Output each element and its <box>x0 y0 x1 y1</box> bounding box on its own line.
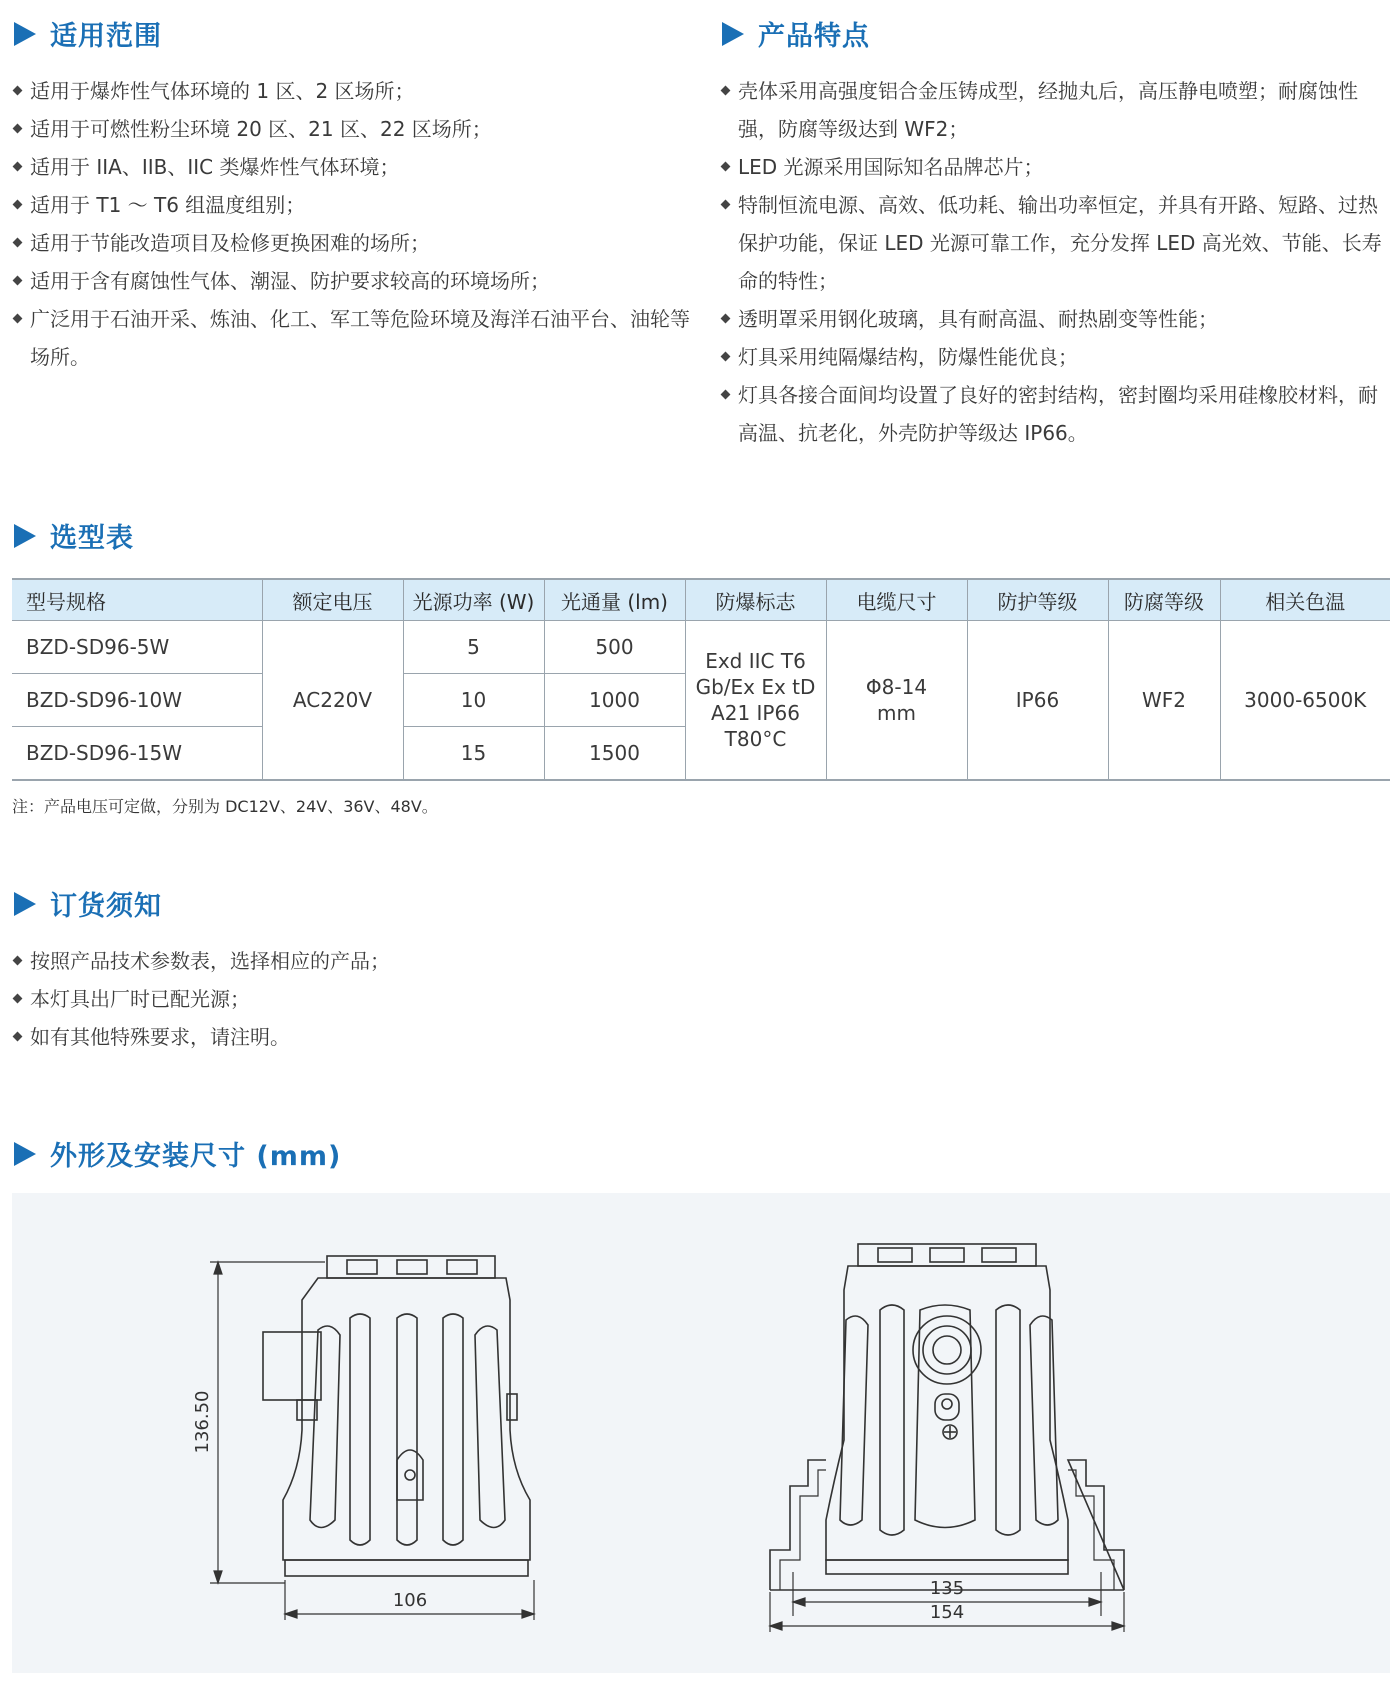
list-item: 适用于 T1 ～ T6 组温度组别； <box>12 186 692 224</box>
list-item: 灯具采用纯隔爆结构，防爆性能优良； <box>720 338 1392 376</box>
dimensions-title-text: 外形及安装尺寸 (mm) <box>50 1141 342 1172</box>
cct-cell: 3000-6500K <box>1220 621 1390 781</box>
base-ring <box>826 1560 1068 1574</box>
power-cell: 15 <box>403 727 544 781</box>
vent-slot <box>397 1260 427 1274</box>
ip-cell: IP66 <box>967 621 1108 781</box>
flux-cell: 500 <box>544 621 685 674</box>
list-item: 适用于节能改造项目及检修更换困难的场所； <box>12 224 692 262</box>
table-header-cell: 电缆尺寸 <box>826 579 967 621</box>
ordering-title-text: 订货须知 <box>50 891 162 922</box>
ex-mark-line: A21 IP66 <box>711 701 800 725</box>
rib <box>996 1305 1020 1535</box>
list-item: 适用于爆炸性气体环境的 1 区、2 区场所； <box>12 72 692 110</box>
voltage-cell: AC220V <box>262 621 403 781</box>
gland-middle <box>923 1326 971 1374</box>
rib <box>1030 1316 1058 1525</box>
power-cell: 5 <box>403 621 544 674</box>
list-item: 适用于含有腐蚀性气体、潮湿、防护要求较高的环境场所； <box>12 262 692 300</box>
rib <box>350 1314 370 1545</box>
selection-title-text: 选型表 <box>50 523 134 554</box>
features-title-text: 产品特点 <box>758 21 870 52</box>
table-header-cell: 型号规格 <box>12 579 262 621</box>
width-inner-label: 135 <box>929 1578 965 1599</box>
list-item: 本灯具出厂时已配光源； <box>12 980 692 1018</box>
list-item: 适用于 IIA、IIB、IIC 类爆炸性气体环境； <box>12 148 692 186</box>
mount-tab <box>397 1450 423 1500</box>
flux-cell: 1500 <box>544 727 685 781</box>
height-dimension-label: 136.50 <box>192 1390 213 1454</box>
flux-cell: 1000 <box>544 674 685 727</box>
model-cell: BZD-SD96-10W <box>12 674 262 727</box>
table-header-cell: 防爆标志 <box>685 579 826 621</box>
table-header-cell: 光源功率 (W) <box>403 579 544 621</box>
table-header-cell: 防腐等级 <box>1108 579 1220 621</box>
mount-hole <box>405 1470 415 1480</box>
width-left-label: 106 <box>392 1590 428 1611</box>
voltage-note: 注：产品电压可定做，分别为 DC12V、24V、36V、48V。 <box>12 797 438 816</box>
list-item: LED 光源采用国际知名品牌芯片； <box>720 148 1392 186</box>
vent-slot <box>878 1248 912 1262</box>
list-item: 透明罩采用钢化玻璃，具有耐高温、耐热剧变等性能； <box>720 300 1392 338</box>
base-ring <box>285 1560 528 1576</box>
mounting-bracket <box>770 1460 1124 1590</box>
width-outer-label: 154 <box>929 1602 965 1623</box>
vent-slot <box>347 1260 377 1274</box>
table-header-cell: 光通量 (lm) <box>544 579 685 621</box>
vent-slot <box>447 1260 477 1274</box>
list-item: 广泛用于石油开采、炼油、化工、军工等危险环境及海洋石油平台、油轮等场所。 <box>12 300 690 376</box>
vent-slot <box>930 1248 964 1262</box>
model-cell: BZD-SD96-5W <box>12 621 262 674</box>
gland-inner <box>933 1336 961 1364</box>
list-item: 如有其他特殊要求，请注明。 <box>12 1018 692 1056</box>
power-cell: 10 <box>403 674 544 727</box>
list-item: 壳体采用高强度铝合金压铸成型，经抛丸后，高压静电喷塑；耐腐蚀性强，防腐等级达到 WF2； <box>720 72 1392 148</box>
list-item: 特制恒流电源、高效、低功耗、输出功率恒定，并具有开路、短路、过热保护功能，保证 LED 光源可靠工作，充分发挥 LED 高光效、节能、长寿命的特性； <box>720 186 1392 300</box>
side-lug <box>507 1394 517 1420</box>
cable-line: mm <box>877 701 916 725</box>
ex-mark-line: T80°C <box>724 727 787 751</box>
body-outline <box>283 1278 530 1560</box>
scope-title-text: 适用范围 <box>50 21 162 52</box>
ex-mark-line: Exd IIC T6 <box>705 649 806 673</box>
table-header-cell: 相关色温 <box>1220 579 1390 621</box>
rib <box>880 1305 904 1535</box>
ground-lug <box>935 1394 959 1420</box>
rib <box>397 1314 417 1545</box>
left-dimension-lines <box>210 1262 534 1620</box>
rib <box>310 1326 340 1528</box>
table-header-cell: 额定电压 <box>262 579 403 621</box>
table-header-cell: 防护等级 <box>967 579 1108 621</box>
list-item: 灯具各接合面间均设置了良好的密封结构，密封圈均采用硅橡胶材料，耐高温、抗老化，外壳防护等级达 IP66。 <box>720 376 1392 452</box>
cable-line: Φ8-14 <box>865 675 928 699</box>
vent-slot <box>982 1248 1016 1262</box>
list-item: 按照产品技术参数表，选择相应的产品； <box>12 942 692 980</box>
left-view-drawing <box>263 1256 530 1576</box>
center-panel <box>915 1305 975 1528</box>
list-item: 适用于可燃性粉尘环境 20 区、21 区、22 区场所； <box>12 110 692 148</box>
ex-mark-line: Gb/Ex Ex tD <box>695 675 816 699</box>
bracket-inner <box>780 1470 1114 1590</box>
rib <box>443 1314 463 1545</box>
right-view-drawing <box>770 1244 1124 1590</box>
cable-gland <box>263 1332 321 1400</box>
rib <box>475 1326 505 1528</box>
model-cell: BZD-SD96-15W <box>12 727 262 781</box>
wf-cell: WF2 <box>1108 621 1220 781</box>
